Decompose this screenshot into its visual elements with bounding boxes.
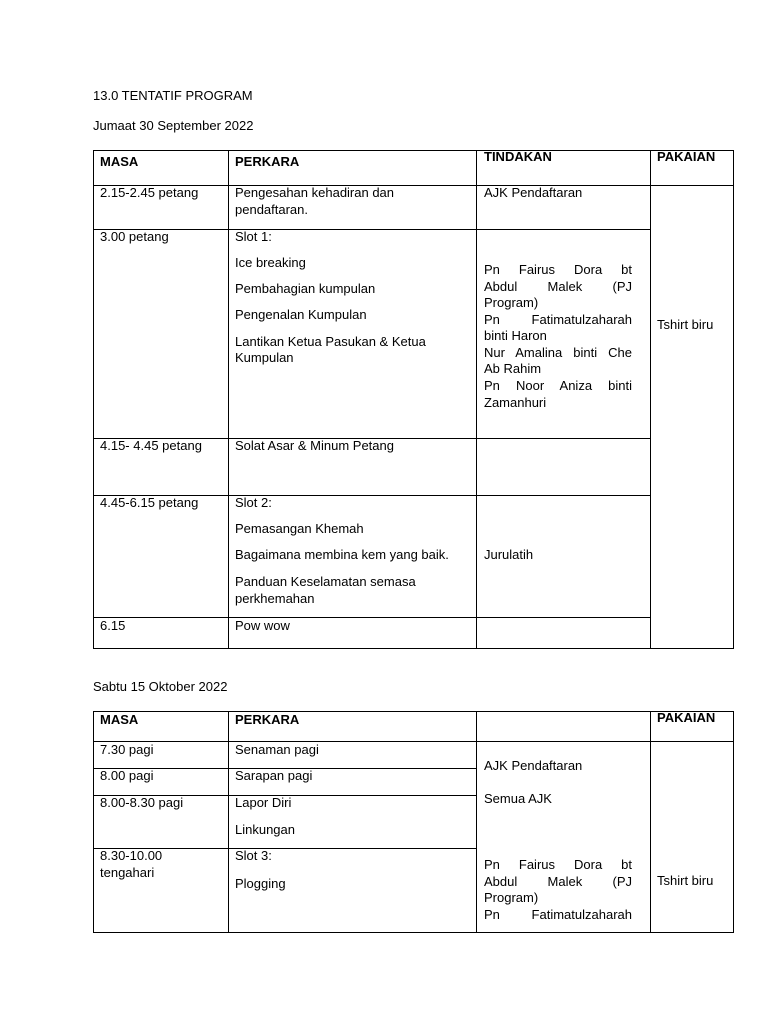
perkara-line: Pembahagian kumpulan bbox=[235, 281, 376, 296]
tindakan-line: Program) bbox=[484, 295, 539, 310]
tindakan-line: Abdul Malek (PJ bbox=[484, 874, 632, 889]
tindakan-line: Nur Amalina binti Che bbox=[484, 345, 632, 360]
tindakan-line: Zamanhuri bbox=[484, 395, 547, 410]
masa-cell: 4.45-6.15 petang bbox=[100, 495, 199, 510]
masa-cell: 6.15 bbox=[100, 618, 126, 633]
tindakan-line: Ab Rahim bbox=[484, 361, 542, 376]
masa-cell: 8.00 pagi bbox=[100, 768, 154, 783]
masa-cell: 8.30-10.00 bbox=[100, 848, 163, 863]
header-pakaian: PAKAIAN bbox=[657, 149, 716, 164]
masa-cell: 7.30 pagi bbox=[100, 742, 154, 757]
perkara-line: Solat Asar & Minum Petang bbox=[235, 438, 394, 453]
header-tindakan: TINDAKAN bbox=[484, 149, 552, 164]
perkara-line: Pengenalan Kumpulan bbox=[235, 307, 367, 322]
perkara-line: Ice breaking bbox=[235, 255, 306, 270]
perkara-line: Linkungan bbox=[235, 822, 295, 837]
tindakan-line: Pn Fairus Dora bt bbox=[484, 857, 632, 872]
perkara-line: Lantikan Ketua Pasukan & Ketua bbox=[235, 334, 426, 349]
tindakan-line: Pn Fairus Dora bt bbox=[484, 262, 632, 277]
pakaian-cell: Tshirt biru bbox=[657, 317, 714, 332]
section-heading: 13.0 TENTATIF PROGRAM bbox=[93, 88, 253, 103]
perkara-line: Slot 3: bbox=[235, 848, 272, 863]
masa-cell: 8.00-8.30 pagi bbox=[100, 795, 184, 810]
perkara-line: Pengesahan kehadiran dan bbox=[235, 185, 395, 200]
header-pakaian: PAKAIAN bbox=[657, 710, 716, 725]
tindakan-line: Pn Noor Aniza binti bbox=[484, 378, 632, 393]
tindakan-line: AJK Pendaftaran bbox=[484, 758, 583, 773]
day1-date: Jumaat 30 September 2022 bbox=[93, 118, 254, 133]
header-masa: MASA bbox=[100, 154, 139, 169]
tindakan-line: Semua AJK bbox=[484, 791, 552, 806]
header-perkara: PERKARA bbox=[235, 712, 300, 727]
perkara-line: perkhemahan bbox=[235, 591, 315, 606]
header-perkara: PERKARA bbox=[235, 154, 300, 169]
masa-cell: 3.00 petang bbox=[100, 229, 169, 244]
perkara-line: pendaftaran. bbox=[235, 202, 309, 217]
perkara-line: Pemasangan Khemah bbox=[235, 521, 364, 536]
perkara-line: Bagaimana membina kem yang baik. bbox=[235, 547, 449, 562]
masa-cell: 2.15-2.45 petang bbox=[100, 185, 199, 200]
perkara-line: Panduan Keselamatan semasa bbox=[235, 574, 416, 589]
masa-cell: tengahari bbox=[100, 865, 155, 880]
perkara-line: Slot 1: bbox=[235, 229, 272, 244]
tindakan-line: Pn Fatimatulzaharah bbox=[484, 907, 632, 922]
day2-date: Sabtu 15 Oktober 2022 bbox=[93, 679, 228, 694]
perkara-line: Kumpulan bbox=[235, 350, 294, 365]
header-masa: MASA bbox=[100, 712, 139, 727]
tindakan-line: Program) bbox=[484, 890, 539, 905]
tindakan-cell: AJK Pendaftaran bbox=[484, 185, 583, 200]
perkara-line: Pow wow bbox=[235, 618, 290, 633]
perkara-line: Lapor Diri bbox=[235, 795, 292, 810]
tindakan-cell: Jurulatih bbox=[484, 547, 534, 562]
masa-cell: 4.15- 4.45 petang bbox=[100, 438, 202, 453]
perkara-line: Sarapan pagi bbox=[235, 768, 313, 783]
tindakan-line: Abdul Malek (PJ bbox=[484, 279, 632, 294]
perkara-line: Plogging bbox=[235, 876, 286, 891]
pakaian-cell: Tshirt biru bbox=[657, 873, 714, 888]
perkara-line: Slot 2: bbox=[235, 495, 272, 510]
perkara-line: Senaman pagi bbox=[235, 742, 319, 757]
tindakan-line: Pn Fatimatulzaharah bbox=[484, 312, 632, 327]
tindakan-line: binti Haron bbox=[484, 328, 547, 343]
